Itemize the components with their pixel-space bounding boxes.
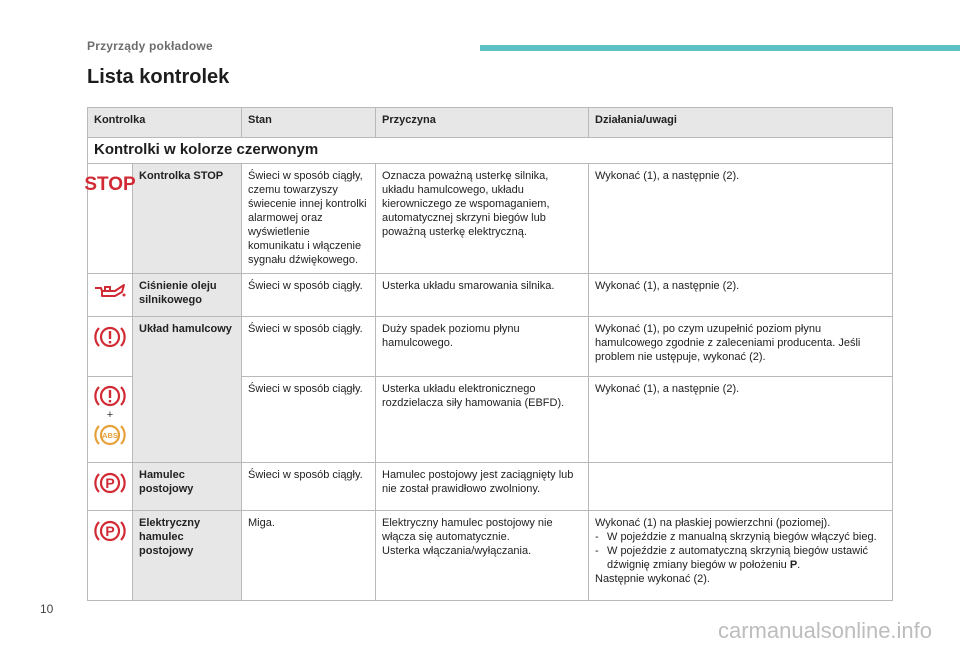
gear-position: P [789, 559, 798, 571]
table-row [88, 463, 893, 511]
warning-state: Świeci w sposób ciągły. [242, 317, 376, 377]
section-label: Przyrządy pokładowe [87, 39, 213, 53]
cause-line: Usterka włączania/wyłączania. [382, 545, 532, 557]
electric-parking-brake-icon-label: P [105, 523, 115, 539]
icon-cell [84, 164, 136, 274]
warning-cause: Duży spadek poziomu płynu hamulcowego. [376, 317, 589, 377]
table-row [88, 274, 893, 317]
table-row [88, 164, 893, 274]
watermark: carmanualsonline.info [718, 618, 933, 643]
abs-icon-label: ABS [102, 431, 118, 440]
warning-cause [376, 511, 589, 601]
plus-sign: + [106, 409, 114, 421]
warning-action: Wykonać (1), a następnie (2). [589, 377, 893, 463]
icon-cell [88, 511, 133, 601]
table-header-row [88, 108, 893, 138]
warning-name: Elektryczny hamulec postojowy [133, 511, 242, 601]
action-outro: Następnie wykonać (2). [595, 573, 710, 585]
column-header-przyczyna: Przyczyna [376, 108, 589, 138]
action-intro: Wykonać (1) na płaskiej powierzchni (poziomej). [595, 517, 831, 529]
parking-brake-icon [93, 469, 127, 497]
brake-warning-icon [93, 383, 127, 409]
column-header-stan: Stan [242, 108, 376, 138]
list-item: - W pojeździe z manualną skrzynią biegów włączyć bieg. [595, 530, 886, 544]
section-row [88, 138, 893, 164]
oil-pressure-icon [93, 280, 127, 300]
warning-action [589, 463, 893, 511]
warning-state: Świeci w sposób ciągły. [242, 463, 376, 511]
cause-line: Elektryczny hamulec postojowy nie włącza się automatycznie. [382, 517, 553, 543]
stop-warning-icon [84, 170, 136, 196]
warning-state: Świeci w sposób ciągły. [242, 274, 376, 317]
list-item [595, 544, 886, 572]
table-row [88, 511, 893, 601]
page-number: 10 [40, 602, 54, 616]
parking-brake-icon-label: P [105, 475, 115, 491]
warning-state: Świeci w sposób ciągły. [242, 377, 376, 463]
column-header-kontrolka: Kontrolka [88, 108, 242, 138]
warning-name: Ciśnienie oleju silnikowego [133, 274, 242, 317]
warning-action: Wykonać (1), po czym uzupełnić poziom płynu hamulcowego zgodnie z zaleceniami producenta. Jeśli problem nie ustępuje, wykonać (2). [589, 317, 893, 377]
warning-name: Kontrolka STOP [133, 164, 242, 274]
icon-cell [88, 377, 133, 463]
warning-name: Układ hamulcowy [133, 317, 242, 463]
action-list [595, 530, 886, 572]
page-title: Lista kontrolek [87, 66, 230, 88]
warning-action: Wykonać (1), a następnie (2). [589, 164, 893, 274]
table-row [88, 317, 893, 377]
warning-lights-table [84, 107, 893, 601]
warning-state: Miga. [242, 511, 376, 601]
warning-cause: Oznacza poważną usterkę silnika, układu hamulcowego, układu kierowniczego ze wspomaganiem, automatycznej skrzyni biegów lub poważną usterkę elektryczną. [376, 164, 589, 274]
electric-parking-brake-icon [93, 517, 127, 545]
icon-cell [88, 274, 133, 317]
brake-warning-icon [93, 323, 127, 351]
warning-action: Wykonać (1), a następnie (2). [589, 274, 893, 317]
list-item-punct: . [797, 559, 801, 571]
icon-cell [88, 317, 133, 377]
column-header-dzialania: Działania/uwagi [589, 108, 893, 138]
section-title: Kontrolki w kolorze czerwonym [88, 138, 893, 164]
warning-cause: Hamulec postojowy jest zaciągnięty lub nie został prawidłowo zwolniony. [376, 463, 589, 511]
header-accent-bar [480, 45, 960, 51]
abs-icon [93, 421, 127, 449]
stop-icon-label: STOP [84, 174, 136, 195]
warning-cause: Usterka układu elektronicznego rozdzielacza siły hamowania (EBFD). [376, 377, 589, 463]
list-item-text: W pojeździe z automatyczną skrzynią biegów ustawić dźwignię zmiany biegów w położeniu [607, 545, 869, 571]
warning-cause: Usterka układu smarowania silnika. [376, 274, 589, 317]
warning-name: Hamulec postojowy [133, 463, 242, 511]
icon-cell [88, 463, 133, 511]
warning-state: Świeci w sposób ciągły, czemu towarzyszy świecenie innej kontrolki alarmowej oraz wyświetlenie komunikatu i włączenie sygnału dźwiękowego. [242, 164, 376, 274]
warning-action [589, 511, 893, 601]
